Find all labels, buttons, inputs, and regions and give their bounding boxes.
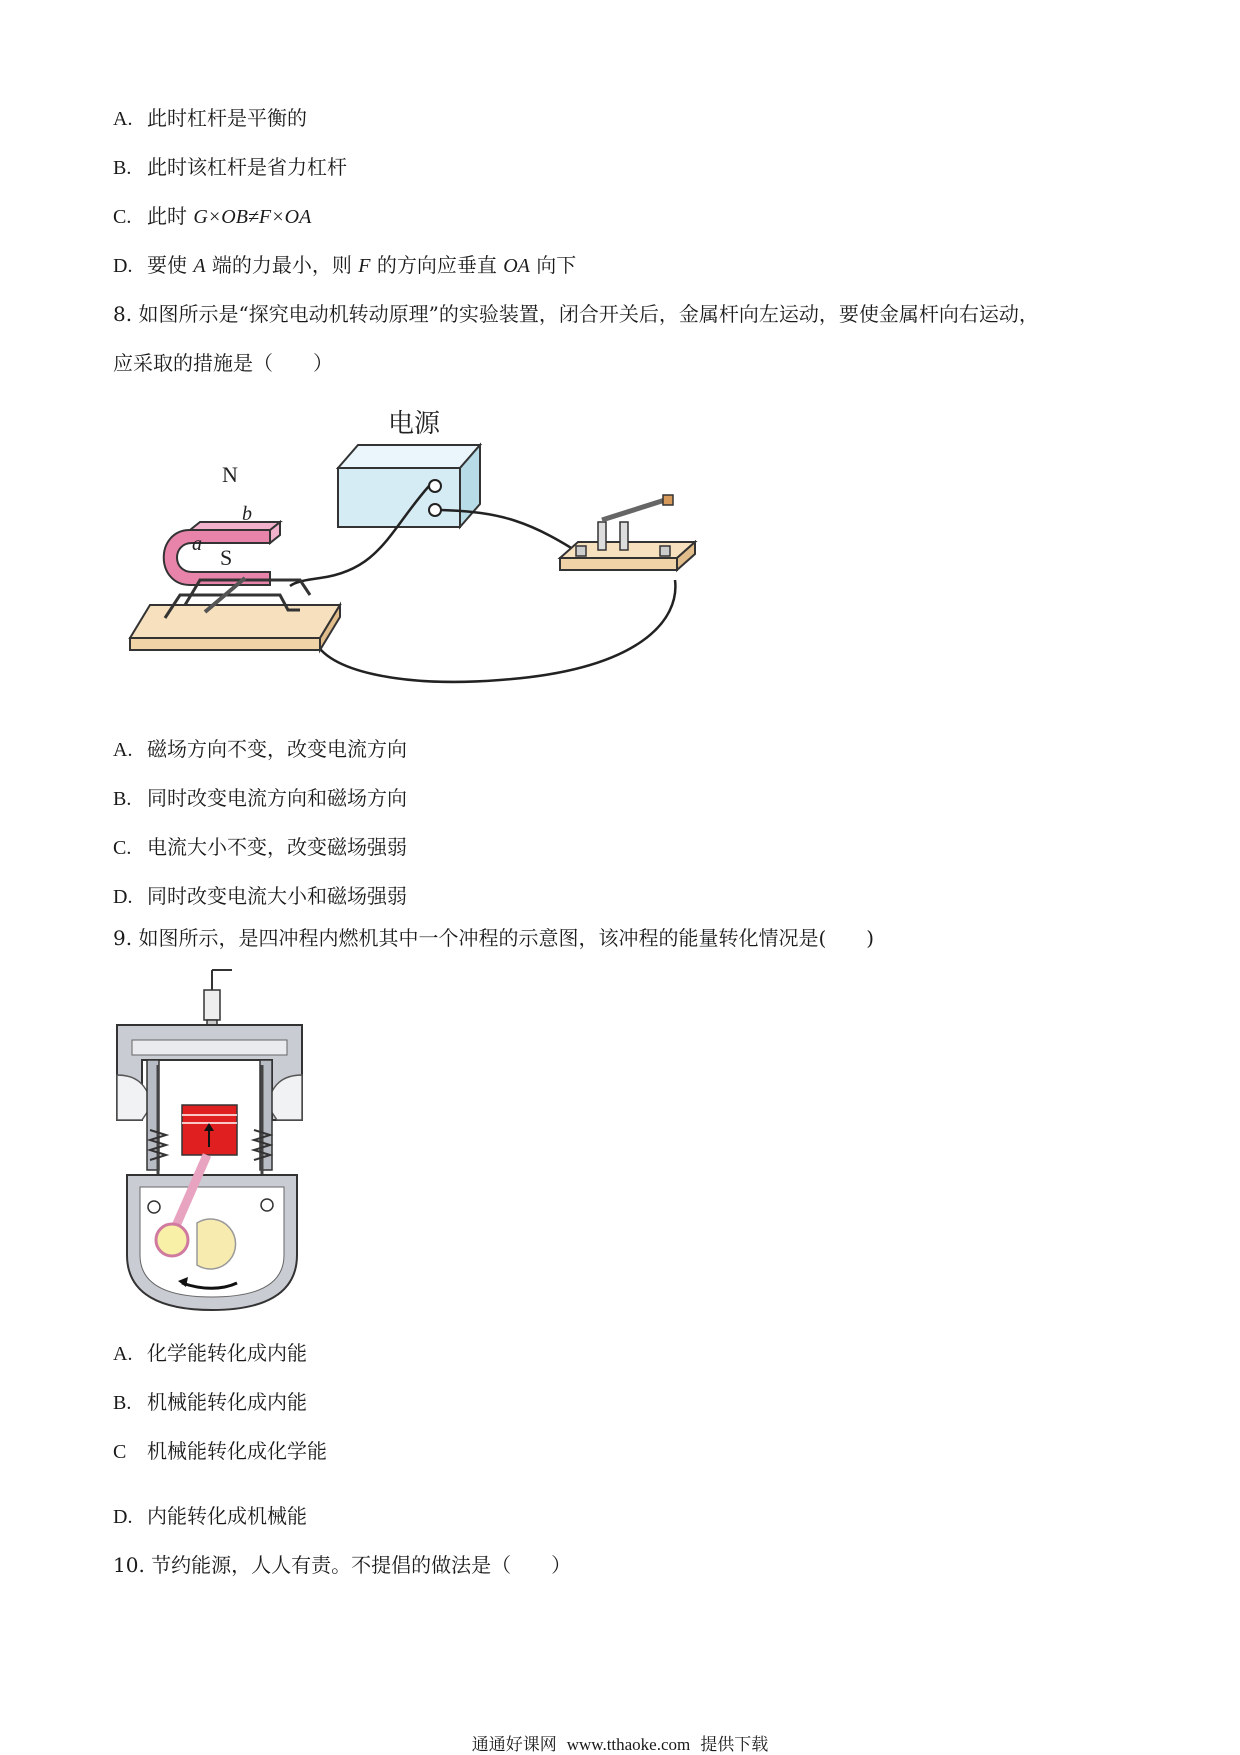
option-letter: B. (113, 157, 132, 179)
option-letter: D. (113, 886, 133, 908)
option-text: 此时杠杆是平衡的 (147, 106, 307, 130)
q8-stem-line1: 8. 如图所示是“探究电动机转动原理”的实验装置，闭合开关后，金属杆向左运动，要使金属杆向右运动， (113, 302, 1039, 326)
option-text: 磁场方向不变，改变电流方向 (147, 737, 407, 761)
option-letter: A. (113, 1343, 133, 1365)
option-text: 机械能转化成化学能 (147, 1439, 327, 1463)
option-letter: D. (113, 1506, 133, 1528)
option-text: 的方向应垂直 (370, 253, 504, 277)
q9-option-d (113, 1502, 307, 1531)
option-letter: C (113, 1441, 127, 1463)
q7-option-b (113, 153, 347, 182)
q8-option-a (113, 735, 407, 764)
a-label: a (192, 533, 202, 555)
variable-f: F (358, 255, 371, 277)
option-text: 内能转化成机械能 (147, 1504, 307, 1528)
q8-option-c (113, 833, 407, 862)
option-letter: D. (113, 255, 133, 277)
option-text: 要使 (147, 253, 194, 277)
q7-option-c (113, 202, 311, 231)
option-text: 此时该杠杆是省力杠杆 (147, 155, 347, 179)
footer-url[interactable]: www.tthaoke.com (566, 1735, 691, 1754)
q7-option-a (113, 104, 307, 133)
q8-stem-line2: 应采取的措施是（ ） (113, 351, 333, 375)
option-text: 同时改变电流大小和磁场强弱 (147, 884, 407, 908)
option-letter: C. (113, 206, 132, 228)
option-text: 化学能转化成内能 (147, 1341, 307, 1365)
b-label: b (242, 503, 252, 525)
option-text: 同时改变电流方向和磁场方向 (147, 786, 407, 810)
option-text: 端的力最小，则 (205, 253, 359, 277)
variable-a: A (193, 255, 206, 277)
q8-option-d (113, 882, 407, 911)
page-footer (0, 1730, 1240, 1755)
q9-option-c (113, 1437, 327, 1466)
footer-site-name: 通通好课网 (471, 1735, 557, 1754)
option-letter: C. (113, 837, 132, 859)
knife-switch (560, 495, 695, 570)
s-label: S (220, 545, 233, 570)
piston (182, 1105, 237, 1155)
q9-stem: 9. 如图所示，是四冲程内燃机其中一个冲程的示意图，该冲程的能量转化情况是( ) (113, 926, 875, 950)
option-text: 机械能转化成内能 (147, 1390, 307, 1414)
magnet-base-board (130, 605, 340, 650)
motor-experiment-figure (120, 400, 700, 690)
variable-oa: OA (503, 255, 530, 277)
option-letter: A. (113, 739, 133, 761)
wire-bottom (305, 580, 675, 682)
option-letter: A. (113, 108, 133, 130)
q8-option-b (113, 784, 407, 813)
q9-option-b (113, 1388, 307, 1417)
option-letter: B. (113, 1392, 132, 1414)
option-text: 向下 (529, 253, 577, 277)
option-text: 此时 (147, 204, 194, 228)
crank-pin (156, 1224, 188, 1256)
q9-option-a (113, 1339, 307, 1368)
q10-stem: 10. 节约能源，人人有责。不提倡的做法是（ ） (113, 1553, 572, 1577)
q7-option-d (113, 251, 576, 280)
option-text: 电流大小不变，改变磁场强弱 (147, 835, 407, 859)
power-label: 电源 (388, 409, 441, 438)
option-letter: B. (113, 788, 132, 810)
power-supply-box (338, 445, 480, 527)
footer-note: 提供下载 (700, 1735, 769, 1754)
engine-stroke-figure (112, 965, 312, 1315)
n-label: N (222, 462, 238, 487)
spark-plug-icon (204, 970, 232, 1032)
formula: G×OB≠F×OA (193, 206, 312, 228)
